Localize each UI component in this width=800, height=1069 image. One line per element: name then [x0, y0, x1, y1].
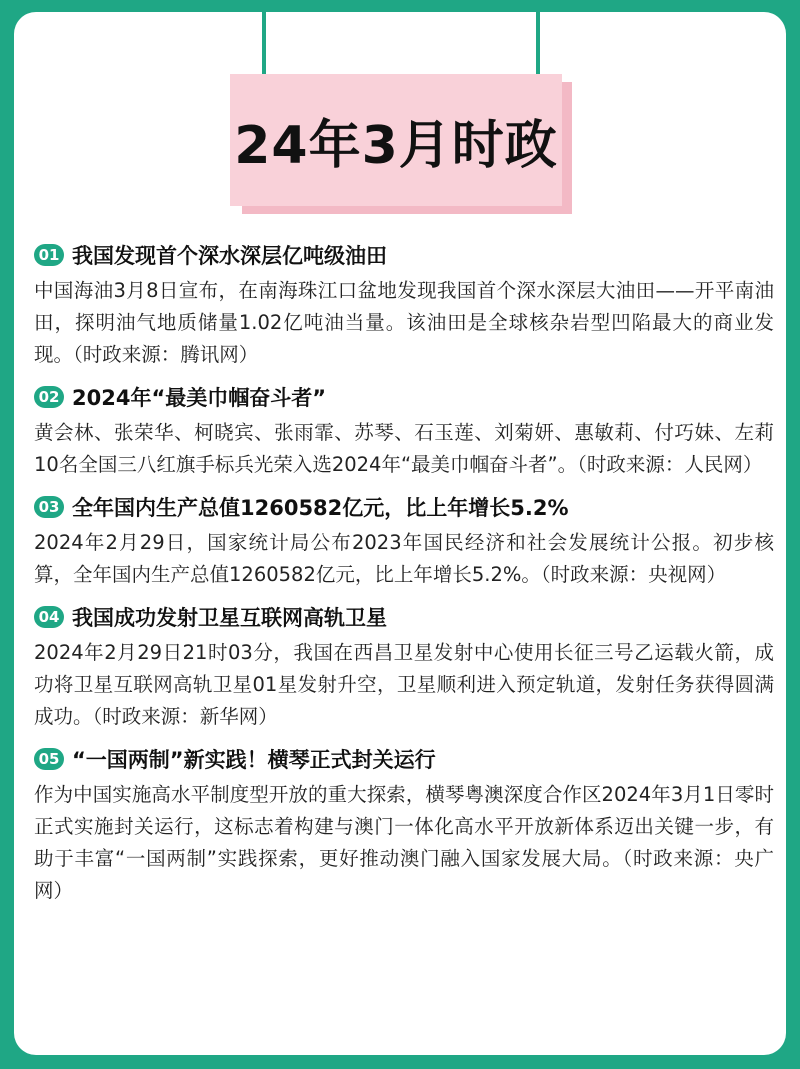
news-body: 中国海油3月8日宣布，在南海珠江口盆地发现我国首个深水深层大油田——开平南油田，探明油气地质储量1.02亿吨油当量。该油田是全球核杂岩型凹陷最大的商业发现。（时政来源：腾讯网）	[34, 279, 774, 366]
news-item-5	[34, 739, 774, 907]
news-item-2	[34, 377, 774, 481]
hanging-string-right	[536, 12, 540, 78]
news-headline: 全年国内生产总值1260582亿元，比上年增长5.2%	[72, 496, 569, 520]
title-board	[230, 74, 562, 206]
news-item-header	[34, 487, 774, 527]
news-item-header	[34, 597, 774, 637]
news-item-header	[34, 235, 774, 275]
news-item-4	[34, 597, 774, 733]
number-badge: 01	[34, 244, 64, 266]
news-item-header	[34, 377, 774, 417]
number-badge: 04	[34, 606, 64, 628]
news-headline: 我国成功发射卫星互联网高轨卫星	[72, 606, 387, 630]
news-body: 2024年2月29日21时03分，我国在西昌卫星发射中心使用长征三号乙运载火箭，成功将卫星互联网高轨卫星01星发射升空，卫星顺利进入预定轨道，发射任务获得圆满成功。（时政来源：新华网）	[34, 641, 774, 728]
news-headline: 2024年“最美巾帼奋斗者”	[72, 386, 327, 410]
news-item-3	[34, 487, 774, 591]
number-badge: 05	[34, 748, 64, 770]
news-body: 2024年2月29日，国家统计局公布2023年国民经济和社会发展统计公报。初步核算，全年国内生产总值1260582亿元，比上年增长5.2%。（时政来源：央视网）	[34, 531, 774, 586]
news-list	[34, 235, 774, 913]
hanging-string-left	[262, 12, 266, 78]
news-body: 黄会林、张荣华、柯晓宾、张雨霏、苏琴、石玉莲、刘菊妍、惠敏莉、付巧妹、左莉10名全国三八红旗手标兵光荣入选2024年“最美巾帼奋斗者”。（时政来源：人民网）	[34, 421, 774, 476]
page-title: 24年3月时政	[234, 115, 558, 176]
number-badge: 02	[34, 386, 64, 408]
news-item-1	[34, 235, 774, 371]
news-headline: “一国两制”新实践！横琴正式封关运行	[72, 748, 436, 772]
news-headline: 我国发现首个深水深层亿吨级油田	[72, 244, 387, 268]
news-body: 作为中国实施高水平制度型开放的重大探索，横琴粤澳深度合作区2024年3月1日零时正式实施封关运行，这标志着构建与澳门一体化高水平开放新体系迈出关键一步，有助于丰富“一国两制”实践探索，更好推动澳门融入国家发展大局。（时政来源：央广网）	[34, 783, 774, 902]
number-badge: 03	[34, 496, 64, 518]
news-item-header	[34, 739, 774, 779]
